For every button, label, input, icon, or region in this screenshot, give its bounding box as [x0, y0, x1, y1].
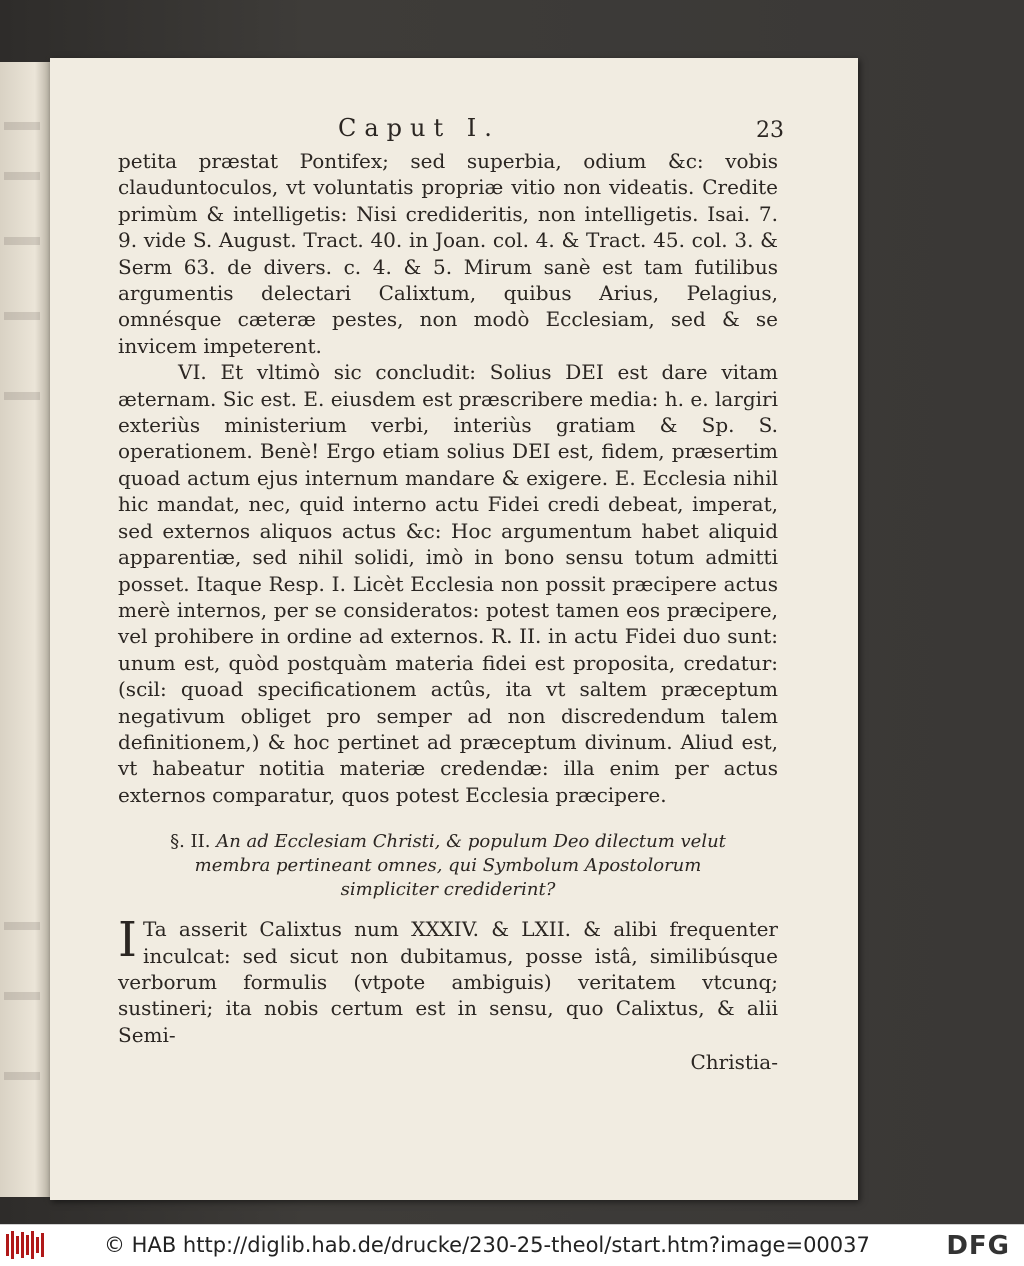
book-page: [50, 58, 858, 1200]
source-url[interactable]: © HAB http://diglib.hab.de/drucke/230-25-theol/start.htm?image=00037: [104, 1233, 870, 1257]
section-heading: [118, 830, 778, 902]
section-number: §. II.: [170, 831, 211, 853]
footer-bar: [0, 1224, 1024, 1266]
dfg-logo[interactable]: DFG: [946, 1231, 1010, 1261]
page-content: [118, 112, 784, 1075]
section-paragraph: Ta asserit Calixtus num XXXIV. & LXII. & alibi frequenter inculcat: sed sicut non dubitamus, posse istâ, similibúsque verborum formulis (vtpote ambiguis) veritatem vtcunq; sustineri; ita nobis certum est in sensu, quo Calixtus, & alii Semi-: [118, 917, 778, 1047]
running-head: [118, 112, 784, 148]
body-text: [118, 148, 778, 808]
left-page-edge: [0, 62, 52, 1197]
section-initial: I: [118, 912, 137, 969]
catchword: Christia-: [690, 1050, 778, 1075]
paragraph-2: VI. Et vltimò sic concludit: Solius DEI est dare vitam æternam. Sic est. E. eiusdem est præscribere media: h. e. largiri exteriùs ministerium verbi, interiùs gratiam & Sp. S. operationem. Benè! Ergo etiam solius DEI est, fidem, præsertim quoad actum ejus internum mandare & exigere. E. Ecclesia nihil hic mandat, nec, quid interno actu Fidei credi debeat, imperat, sed externos aliquos actus &c: Hoc argumentum habet aliquid apparentiæ, sed nihil solidi, imò in bono sensu totum admitti posset. Itaque Resp. I. Licèt Ecclesia non possit præcipere actus merè internos, per se consideratos: potest tamen eos præcipere, vel prohibere in ordine ad externos. R. II. in actu Fidei duo sunt: unum est, quòd postquàm materia fidei est proposita, credatur: (scil: quoad specificationem actûs, ita vt saltem præceptum negativum obliget pro semper ad non discredendum talem definitionem,) & hoc pertinet ad præceptum divinum. Aliud est, vt habeatur notitia materiæ credendæ: illa enim per actus externos comparatur, quos potest Ecclesia præcipere.: [118, 360, 778, 807]
section-body: [118, 912, 778, 1048]
hab-logo-icon[interactable]: [6, 1231, 46, 1259]
paragraph-1: petita præstat Pontifex; sed superbia, odium &c: vobis clauduntoculos, vt voluntatis propriæ vitio non videatis. Credite primùm & intelligetis: Nisi credideritis, non intelligetis. Isai. 7. 9. vide S. August. Tract. 40. in Joan. col. 4. & Tract. 45. col. 3. & Serm 63. de divers. c. 4. & 5. Mirum sanè est tam futilibus argumentis delectari Calixtum, quibus Arius, Pelagius, omnésque cæteræ pestes, non modò Ecclesiam, sed & se invicem impeterent.: [118, 149, 778, 358]
page-number: 23: [756, 118, 784, 143]
section-title: An ad Ecclesiam Christi, & populum Deo dilectum velut membra pertineant omnes, qui Symbolum Apostolorum simpliciter crediderint?: [194, 831, 726, 901]
running-head-title: Caput I.: [338, 114, 500, 142]
